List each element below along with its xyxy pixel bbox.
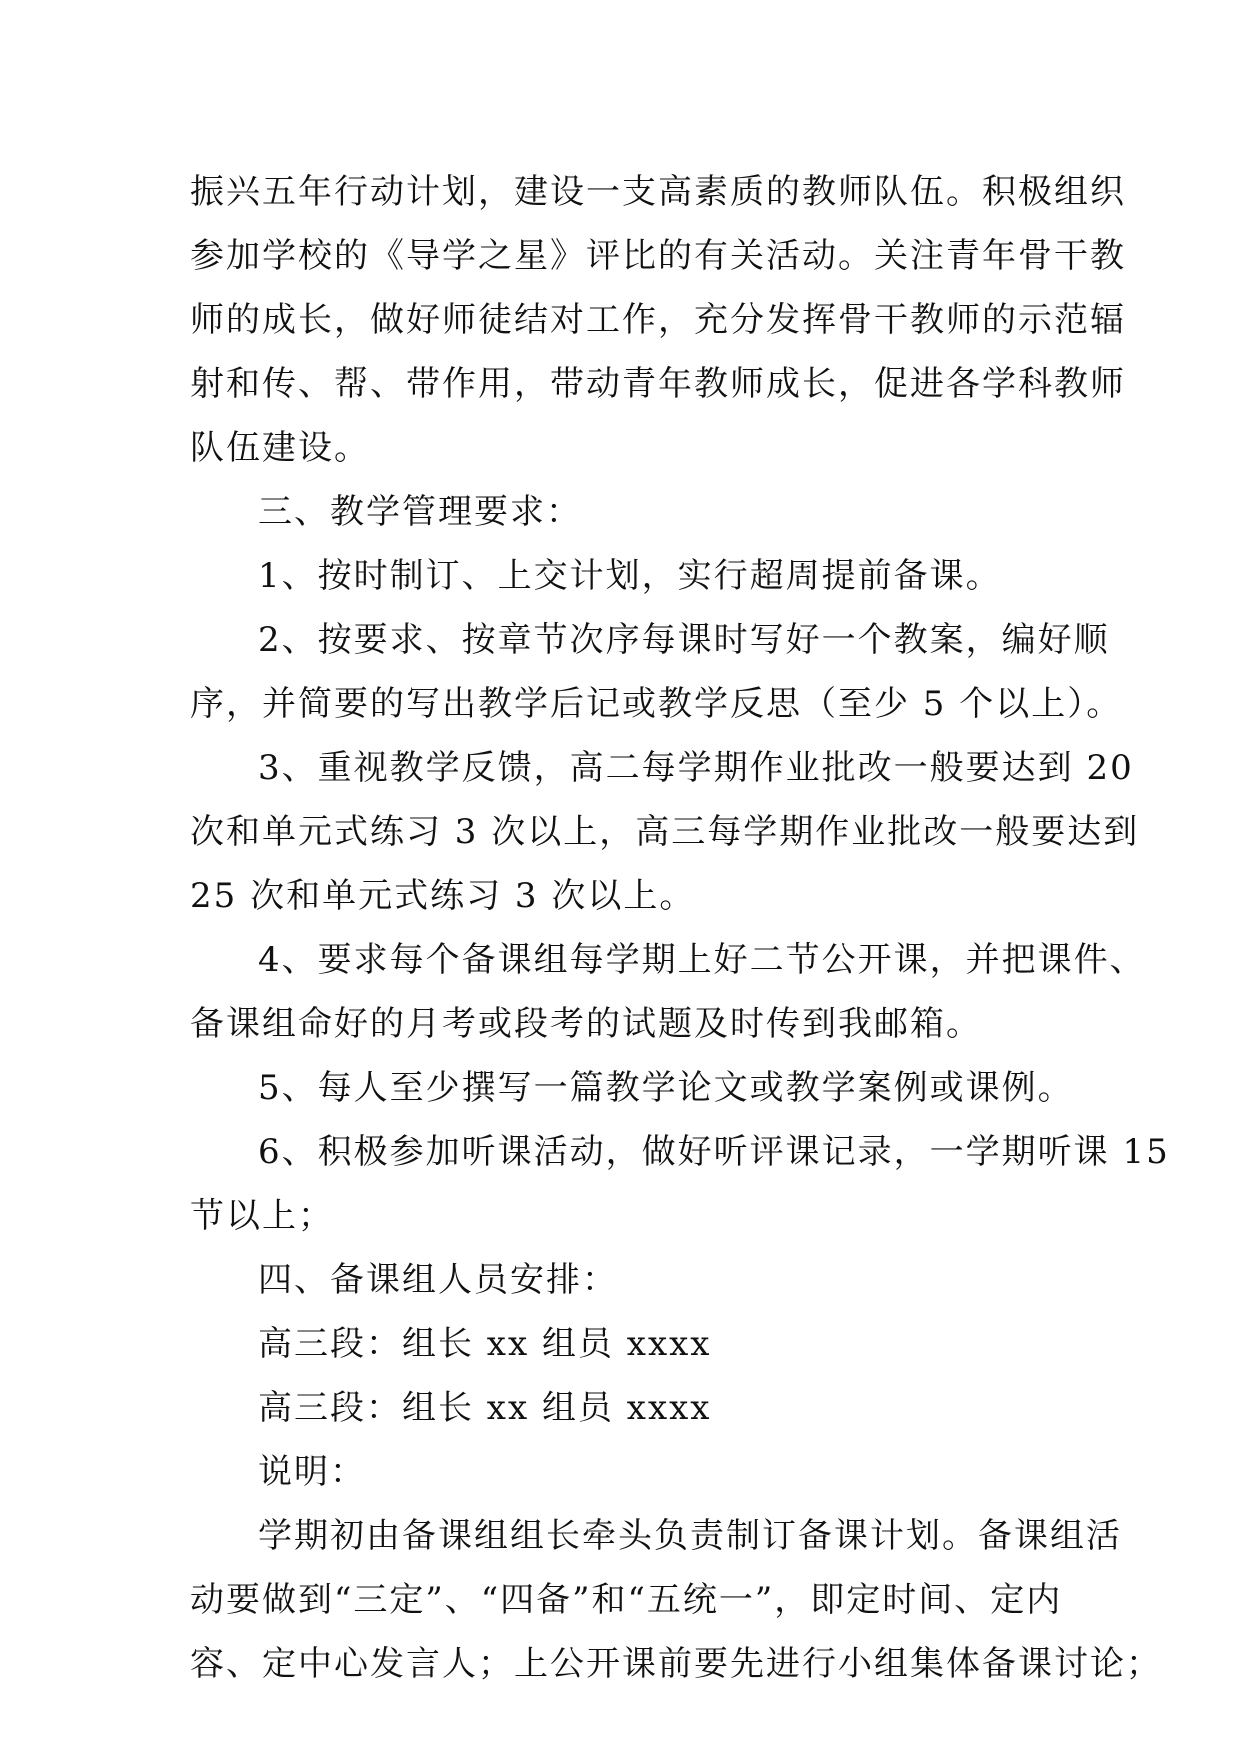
text-line: 序，并简要的写出教学后记或教学反思（至少 5 个以上）。 (190, 684, 1123, 724)
text-line: 师的成长，做好师徒结对工作，充分发挥骨干教师的示范辐 (190, 300, 1126, 340)
text-line: 射和传、帮、带作用，带动青年教师成长，促进各学科教师 (190, 364, 1126, 404)
list-item: 2、按要求、按章节次序每课时写好一个教案，编好顺 (258, 620, 1110, 660)
list-item: 6、积极参加听课活动，做好听评课记录，一学期听课 15 (258, 1132, 1170, 1172)
text-line: 动要做到“三定”、“四备”和“五统一”，即定时间、定内 (190, 1580, 1063, 1620)
section-heading: 四、备课组人员安排： (258, 1260, 618, 1300)
text-line: 节以上； (190, 1196, 334, 1236)
text-line: 参加学校的《导学之星》评比的有关活动。关注青年骨干教 (190, 236, 1126, 276)
section-heading: 三、教学管理要求： (258, 492, 582, 532)
list-item: 4、要求每个备课组每学期上好二节公开课，并把课件、 (258, 940, 1146, 980)
list-item: 5、每人至少撰写一篇教学论文或教学案例或课例。 (258, 1068, 1074, 1108)
staff-entry: 高三段：组长 xx 组员 xxxx (258, 1324, 712, 1364)
note-heading: 说明： (258, 1452, 366, 1492)
text-line: 容、定中心发言人；上公开课前要先进行小组集体备课讨论； (190, 1644, 1162, 1684)
text-line: 队伍建设。 (190, 428, 370, 468)
list-item: 3、重视教学反馈，高二每学期作业批改一般要达到 20 (258, 748, 1134, 788)
document-body (190, 160, 1170, 1696)
text-line: 25 次和单元式练习 3 次以上。 (190, 876, 696, 916)
text-line: 学期初由备课组组长牵头负责制订备课计划。备课组活 (258, 1516, 1122, 1556)
list-item: 1、按时制订、上交计划，实行超周提前备课。 (258, 556, 1002, 596)
staff-entry: 高三段：组长 xx 组员 xxxx (258, 1388, 712, 1428)
text-line: 振兴五年行动计划，建设一支高素质的教师队伍。积极组织 (190, 172, 1126, 212)
text-line: 次和单元式练习 3 次以上，高三每学期作业批改一般要达到 (190, 812, 1140, 852)
text-line: 备课组命好的月考或段考的试题及时传到我邮箱。 (190, 1004, 982, 1044)
